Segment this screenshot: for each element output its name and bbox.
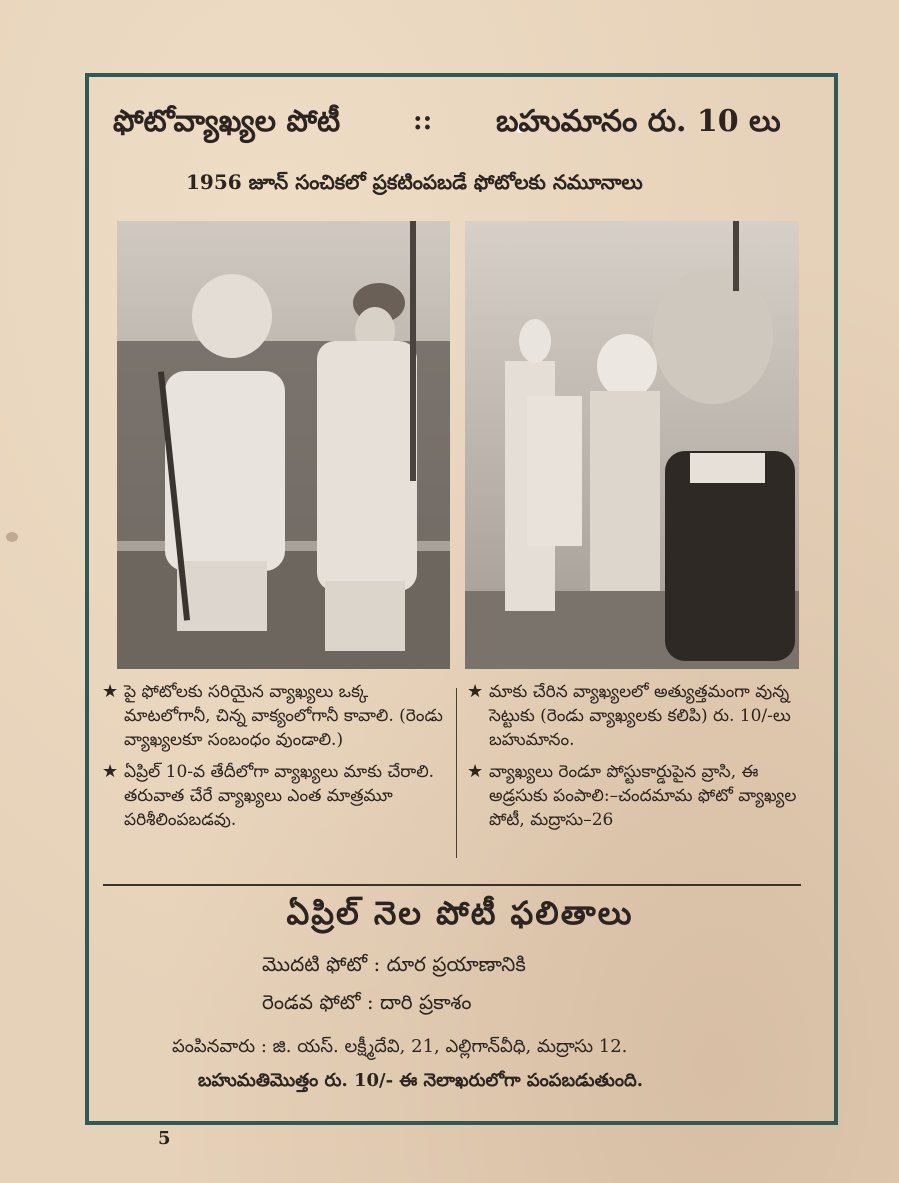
column-divider — [456, 688, 457, 858]
first-photo-result: మొదటి ఫోటో : దూర ప్రయాణానికి — [262, 952, 526, 976]
rule-item: ★ పై ఫోటోలకు సరియైన వ్యాఖ్యలు ఒక్క మాటలోగానీ, చిన్న వాక్యంలోగానీ కావాలి. (రెండు వ్యాఖ్యలకూ సంబంధం వుండాలి.) — [102, 681, 443, 750]
rule-item: ★ మాకు చేరిన వ్యాఖ్యలలో అత్యుత్తమంగా వున్న సెట్టుకు (రెండు వ్యాఖ్యలకు కలిపి) రు. 10/-లు బహుమానం. — [467, 681, 791, 750]
rules-right-column — [465, 680, 810, 840]
sample-photo-left — [117, 221, 450, 669]
header-separator: :: — [413, 106, 433, 136]
competition-header — [113, 100, 813, 150]
rule-item: ★ ఏప్రిల్ 10-వ తేదీలోగా వ్యాఖ్యలు మాకు చేరాలి. తరువాత చేరే వ్యాఖ్యలు ఎంత మాత్రమూ పరిశీలింపబడవు. — [102, 761, 435, 830]
sample-photo-right — [465, 221, 799, 669]
prize-note: బహుమతిమొత్తం రు. 10/- ఈ నెలాఖరులోగా పంపబడుతుంది. — [198, 1070, 643, 1091]
second-photo-result: రెండవ ఫోటో : దారి ప్రకాశం — [262, 990, 472, 1014]
rule-item: ★ వ్యాఖ్యలు రెండూ పోస్టుకార్డుపైన వ్రాసి, ఈ అడ్రసుకు పంపాలి:–చందమామ ఫోటో వ్యాఖ్యల పోటీ, మద్రాసు–26 — [467, 761, 797, 830]
winner-sender: పంపినవారు : జి. యస్. లక్ష్మీదేవి, 21, ఎల్లిగాన్‌వీధి, మద్రాసు 12. — [172, 1036, 628, 1057]
section-divider — [103, 884, 801, 886]
competition-rules — [100, 680, 812, 865]
prize-title: బహుమానం రు. 10 లు — [496, 104, 781, 139]
star-icon: ★ — [102, 681, 119, 702]
rules-left-column — [100, 680, 445, 840]
competition-title: ఫోటోవ్యాఖ్యల పోటీ — [113, 104, 341, 139]
star-icon: ★ — [467, 681, 484, 702]
results-heading: ఏప్రిల్ నెల పోటీ ఫలితాలు — [286, 894, 634, 932]
star-icon: ★ — [102, 761, 119, 782]
paper-stain — [6, 532, 18, 542]
page-number: 5 — [158, 1128, 171, 1149]
photos-subtitle: 1956 జూన్ సంచికలో ప్రకటింపబడే ఫోటోలకు నమూనాలు — [186, 170, 643, 194]
star-icon: ★ — [467, 761, 484, 782]
